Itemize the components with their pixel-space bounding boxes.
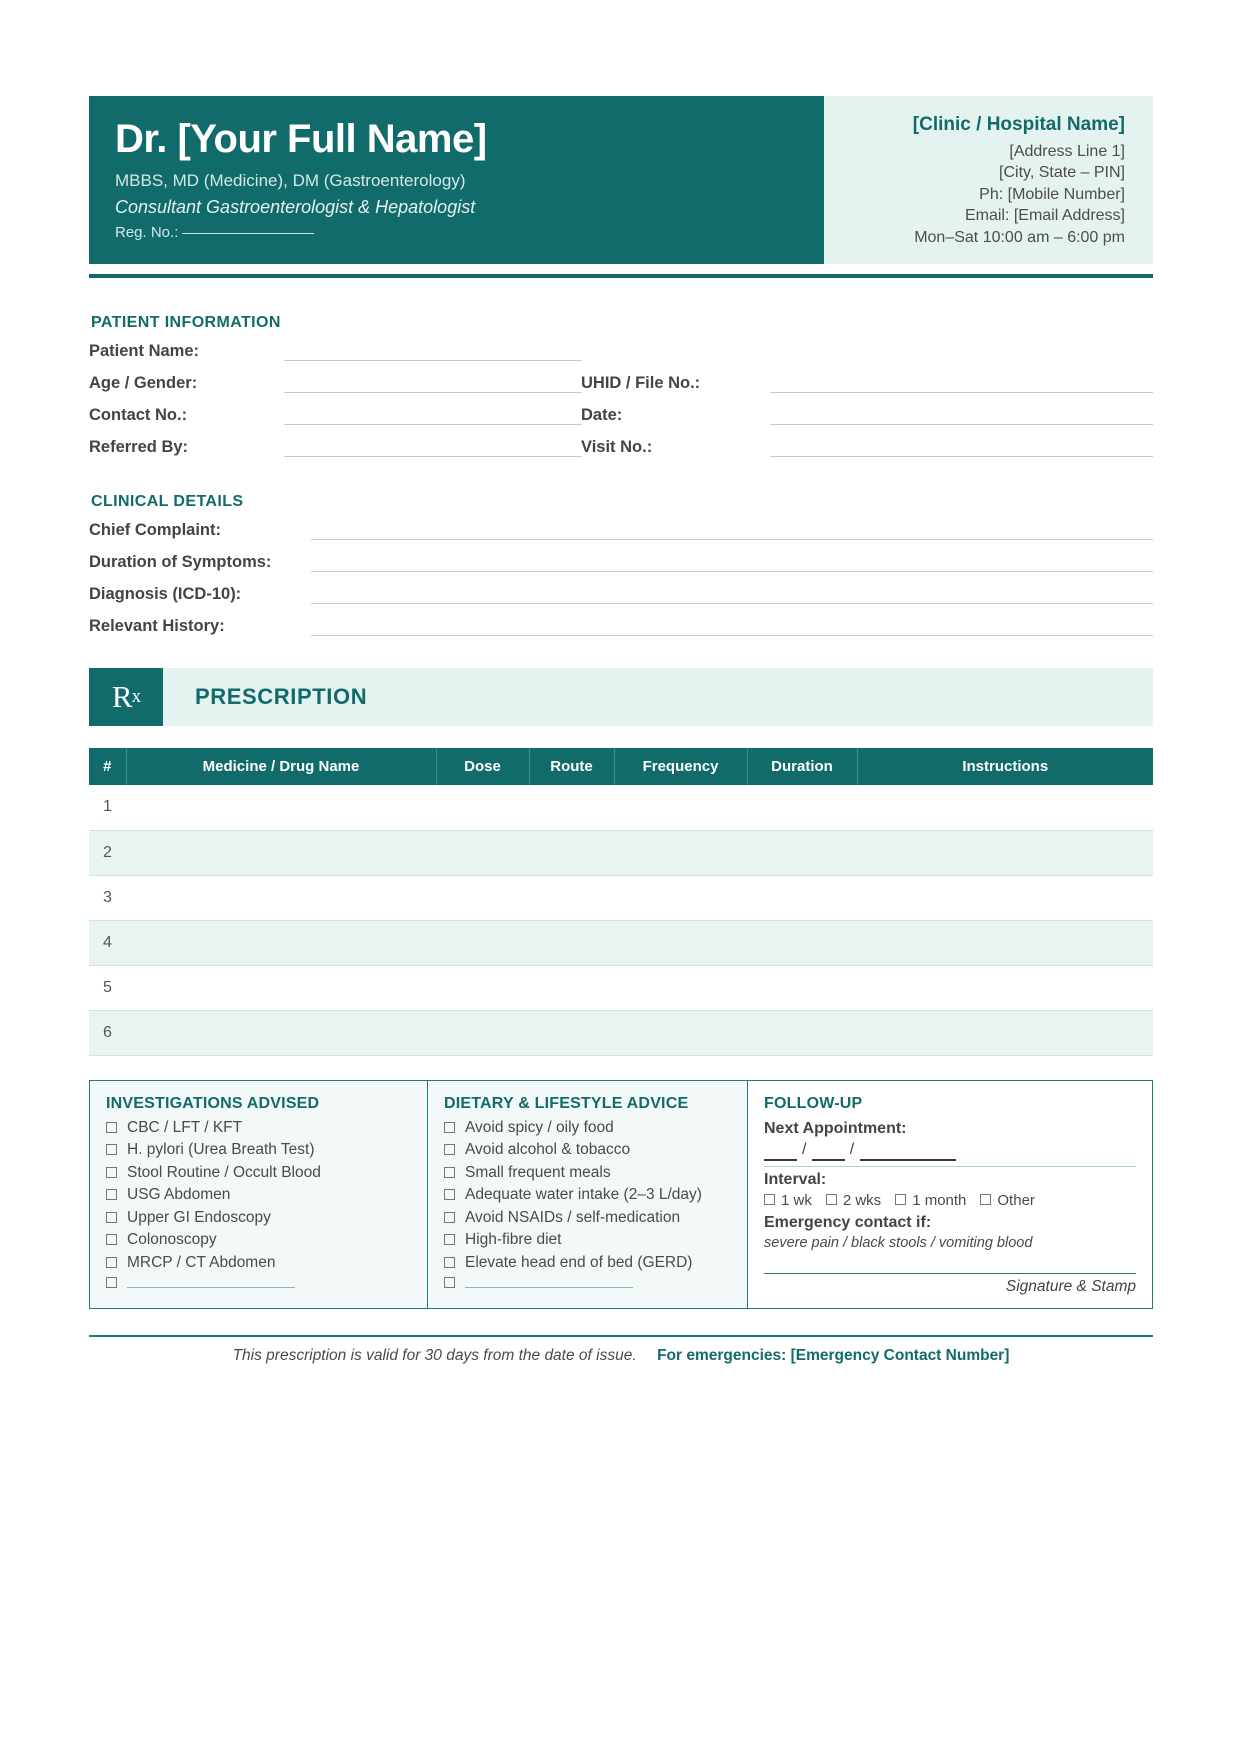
interval-option-label: Other [997, 1191, 1035, 1209]
interval-option[interactable] [826, 1192, 881, 1209]
next-appointment-input[interactable]: / / [764, 1141, 1136, 1167]
signature-label: Signature & Stamp [1005, 1277, 1136, 1295]
row-number: 4 [89, 920, 126, 965]
referred-by-input[interactable] [284, 438, 581, 457]
doctor-qualifications: MBBS, MD (Medicine), DM (Gastroenterology) [115, 171, 466, 190]
visit-no-field [581, 438, 1153, 457]
clinic-phone: Ph: [Mobile Number] [979, 185, 1125, 203]
table-row[interactable] [89, 1010, 1153, 1055]
cell-medicine[interactable] [126, 1010, 436, 1055]
row-number: 6 [89, 1010, 126, 1055]
emergency-footer-note: For emergencies: [Emergency Contact Number] [657, 1346, 1010, 1364]
diagnosis-label: Diagnosis (ICD-10): [89, 584, 242, 603]
dietary-item[interactable] [444, 1232, 731, 1248]
clinic-contact-block [824, 96, 1153, 264]
checkbox-icon[interactable] [106, 1189, 117, 1200]
cell-dose[interactable] [436, 1010, 529, 1055]
cell-medicine[interactable] [126, 830, 436, 875]
checkbox-icon[interactable] [106, 1212, 117, 1223]
investigation-label: Colonoscopy [127, 1231, 217, 1249]
doctor-name: Dr. [Your Full Name] [115, 117, 487, 161]
rx-icon [89, 668, 163, 726]
interval-option-label: 1 wk [781, 1191, 812, 1209]
checkbox-icon[interactable] [106, 1144, 117, 1155]
checkbox-icon[interactable] [764, 1194, 775, 1205]
cell-dose[interactable] [436, 875, 529, 920]
investigation-item[interactable] [106, 1210, 411, 1226]
cell-duration[interactable] [747, 875, 857, 920]
dietary-label: High-fibre diet [465, 1231, 562, 1249]
investigation-item-custom[interactable] [106, 1277, 411, 1288]
cell-frequency[interactable] [614, 1010, 747, 1055]
table-row[interactable] [89, 875, 1153, 920]
chief-complaint-field [89, 521, 1153, 540]
investigation-label: CBC / LFT / KFT [127, 1118, 243, 1136]
patient-info-row-4 [89, 438, 1153, 457]
age-gender-label: Age / Gender: [89, 373, 198, 392]
dietary-item[interactable] [444, 1165, 731, 1181]
dietary-item[interactable] [444, 1187, 731, 1203]
rx-icon-subscript: x [131, 686, 141, 708]
interval-option[interactable] [764, 1192, 812, 1209]
dietary-label: Elevate head end of bed (GERD) [465, 1253, 693, 1271]
col-medicine: Medicine / Drug Name [126, 748, 436, 785]
relevant-history-label: Relevant History: [89, 616, 225, 635]
checkbox-icon[interactable] [444, 1122, 455, 1133]
doctor-role: Consultant Gastroenterologist & Hepatologist [115, 196, 476, 217]
investigation-custom-input[interactable] [127, 1277, 295, 1288]
appointment-month-blank[interactable] [812, 1141, 845, 1161]
investigation-item[interactable] [106, 1255, 411, 1271]
cell-instructions[interactable] [857, 830, 1153, 875]
dietary-label: Avoid spicy / oily food [465, 1118, 614, 1136]
checkbox-icon[interactable] [444, 1212, 455, 1223]
clinical-details-title: CLINICAL DETAILS [91, 493, 244, 511]
patient-info-row-2 [89, 374, 1153, 393]
date-label: Date: [581, 405, 623, 424]
investigation-item[interactable] [106, 1187, 411, 1203]
row-number: 5 [89, 965, 126, 1010]
contact-no-field [89, 406, 581, 425]
cell-frequency[interactable] [614, 965, 747, 1010]
dietary-label: Small frequent meals [465, 1163, 611, 1181]
dietary-advice-box [428, 1081, 748, 1308]
next-appointment-label: Next Appointment: [764, 1119, 907, 1137]
checkbox-icon[interactable] [895, 1194, 906, 1205]
cell-duration[interactable] [747, 1010, 857, 1055]
cell-frequency[interactable] [614, 875, 747, 920]
appointment-day-blank[interactable] [764, 1141, 797, 1161]
doctor-identity-block [89, 96, 824, 264]
investigation-item[interactable] [106, 1142, 411, 1158]
checkbox-icon[interactable] [980, 1194, 991, 1205]
cell-dose[interactable] [436, 920, 529, 965]
cell-dose[interactable] [436, 785, 529, 830]
clinic-address-line2: [City, State – PIN] [999, 164, 1125, 182]
prescription-table-header-row [89, 748, 1153, 785]
interval-option[interactable] [895, 1192, 966, 1209]
dietary-custom-input[interactable] [465, 1277, 633, 1288]
cell-instructions[interactable] [857, 785, 1153, 830]
table-row[interactable] [89, 785, 1153, 830]
investigation-label: H. pylori (Urea Breath Test) [127, 1141, 315, 1159]
header-divider [89, 274, 1153, 278]
cell-medicine[interactable] [126, 785, 436, 830]
prescription-document [89, 96, 1153, 1365]
dietary-item-custom[interactable] [444, 1277, 731, 1288]
signature-area[interactable] [764, 1273, 1136, 1296]
col-frequency: Frequency [614, 748, 747, 785]
uhid-label: UHID / File No.: [581, 373, 701, 392]
referred-by-field [89, 438, 581, 457]
patient-information-title: PATIENT INFORMATION [91, 314, 281, 332]
investigation-item[interactable] [106, 1165, 411, 1181]
cell-route[interactable] [529, 875, 614, 920]
investigations-title: INVESTIGATIONS ADVISED [106, 1094, 320, 1112]
cell-instructions[interactable] [857, 1010, 1153, 1055]
investigations-box [90, 1081, 428, 1308]
cell-frequency[interactable] [614, 920, 747, 965]
checkbox-icon[interactable] [444, 1257, 455, 1268]
cell-duration[interactable] [747, 965, 857, 1010]
checkbox-icon[interactable] [444, 1167, 455, 1178]
contact-no-input[interactable] [284, 406, 581, 425]
cell-dose[interactable] [436, 830, 529, 875]
contact-no-label: Contact No.: [89, 405, 188, 424]
checkbox-icon[interactable] [106, 1277, 117, 1288]
dietary-item[interactable] [444, 1120, 731, 1136]
checkbox-icon[interactable] [106, 1257, 117, 1268]
patient-name-label: Patient Name: [89, 341, 200, 360]
relevant-history-field [89, 617, 1153, 636]
checkbox-icon[interactable] [106, 1167, 117, 1178]
cell-instructions[interactable] [857, 920, 1153, 965]
registration-number-blank[interactable] [182, 233, 314, 234]
age-gender-field [89, 374, 581, 393]
patient-info-row-3 [89, 406, 1153, 425]
duration-symptoms-label: Duration of Symptoms: [89, 552, 272, 571]
prescription-banner-title: PRESCRIPTION [195, 684, 368, 710]
checkbox-icon[interactable] [444, 1144, 455, 1155]
dietary-advice-title: DIETARY & LIFESTYLE ADVICE [444, 1094, 689, 1112]
validity-note: This prescription is valid for 30 days from the date of issue. [232, 1346, 637, 1364]
dietary-item[interactable] [444, 1142, 731, 1158]
uhid-input[interactable] [771, 374, 1153, 393]
interval-option[interactable] [980, 1192, 1035, 1209]
interval-options [764, 1192, 1136, 1209]
cell-instructions[interactable] [857, 965, 1153, 1010]
document-footer [89, 1335, 1153, 1365]
cell-dose[interactable] [436, 965, 529, 1010]
cell-frequency[interactable] [614, 830, 747, 875]
clinic-email: Email: [Email Address] [964, 207, 1125, 225]
cell-route[interactable] [529, 1010, 614, 1055]
age-gender-input[interactable] [284, 374, 581, 393]
date-field [581, 406, 1153, 425]
checkbox-icon[interactable] [444, 1189, 455, 1200]
registration-number-label: Reg. No.: [115, 223, 179, 241]
investigation-item[interactable] [106, 1120, 411, 1136]
checkbox-icon[interactable] [106, 1122, 117, 1133]
patient-info-row-1 [89, 342, 1153, 361]
row-number: 2 [89, 830, 126, 875]
checkbox-icon[interactable] [444, 1277, 455, 1288]
cell-route[interactable] [529, 830, 614, 875]
dietary-item[interactable] [444, 1210, 731, 1226]
dietary-label: Adequate water intake (2–3 L/day) [465, 1186, 702, 1204]
chief-complaint-label: Chief Complaint: [89, 520, 221, 539]
col-duration: Duration [747, 748, 857, 785]
visit-no-input[interactable] [771, 438, 1153, 457]
diagnosis-input[interactable] [311, 585, 1153, 604]
patient-name-input[interactable] [284, 342, 581, 361]
cell-medicine[interactable] [126, 965, 436, 1010]
rx-icon-letter: R [111, 679, 132, 715]
uhid-field [581, 374, 1153, 393]
cell-medicine[interactable] [126, 920, 436, 965]
patient-name-field [89, 342, 581, 361]
appointment-year-blank[interactable] [860, 1141, 956, 1161]
date-input[interactable] [771, 406, 1153, 425]
checkbox-icon[interactable] [106, 1234, 117, 1245]
cell-route[interactable] [529, 965, 614, 1010]
emergency-contact-note: severe pain / black stools / vomiting blood [764, 1234, 1033, 1251]
emergency-contact-label: Emergency contact if: [764, 1213, 932, 1231]
cell-route[interactable] [529, 920, 614, 965]
investigation-label: USG Abdomen [127, 1186, 231, 1204]
cell-duration[interactable] [747, 785, 857, 830]
followup-box [748, 1081, 1152, 1308]
clinic-address-line1: [Address Line 1] [1009, 143, 1125, 160]
interval-option-label: 2 wks [842, 1191, 882, 1209]
investigation-item[interactable] [106, 1232, 411, 1248]
advice-boxes [89, 1080, 1153, 1309]
clinic-name: [Clinic / Hospital Name] [912, 114, 1125, 135]
cell-medicine[interactable] [126, 875, 436, 920]
referred-by-label: Referred By: [89, 437, 189, 456]
duration-symptoms-input[interactable] [311, 553, 1153, 572]
followup-title: FOLLOW-UP [764, 1094, 863, 1112]
cell-duration[interactable] [747, 920, 857, 965]
table-row[interactable] [89, 830, 1153, 875]
cell-frequency[interactable] [614, 785, 747, 830]
checkbox-icon[interactable] [826, 1194, 837, 1205]
dietary-label: Avoid alcohol & tobacco [465, 1141, 631, 1159]
prescription-banner [89, 668, 1153, 726]
visit-no-label: Visit No.: [581, 437, 653, 456]
diagnosis-field [89, 585, 1153, 604]
col-index: # [89, 748, 126, 785]
col-route: Route [529, 748, 614, 785]
dietary-item[interactable] [444, 1255, 731, 1271]
investigation-label: MRCP / CT Abdomen [127, 1253, 276, 1271]
table-row[interactable] [89, 965, 1153, 1010]
col-dose: Dose [436, 748, 529, 785]
chief-complaint-input[interactable] [311, 521, 1153, 540]
duration-symptoms-field [89, 553, 1153, 572]
row-number: 1 [89, 785, 126, 830]
cell-duration[interactable] [747, 830, 857, 875]
registration-number-field [115, 224, 824, 241]
clinic-hours: Mon–Sat 10:00 am – 6:00 pm [914, 228, 1125, 246]
prescription-table [89, 748, 1153, 1056]
investigation-label: Stool Routine / Occult Blood [127, 1163, 321, 1181]
cell-route[interactable] [529, 785, 614, 830]
document-header [89, 96, 1153, 264]
checkbox-icon[interactable] [444, 1234, 455, 1245]
dietary-label: Avoid NSAIDs / self-medication [465, 1208, 681, 1226]
investigation-label: Upper GI Endoscopy [127, 1208, 271, 1226]
col-instructions: Instructions [857, 748, 1153, 785]
table-row[interactable] [89, 920, 1153, 965]
relevant-history-input[interactable] [311, 617, 1153, 636]
row-number: 3 [89, 875, 126, 920]
interval-label: Interval: [764, 1170, 827, 1188]
interval-option-label: 1 month [912, 1191, 967, 1209]
cell-instructions[interactable] [857, 875, 1153, 920]
